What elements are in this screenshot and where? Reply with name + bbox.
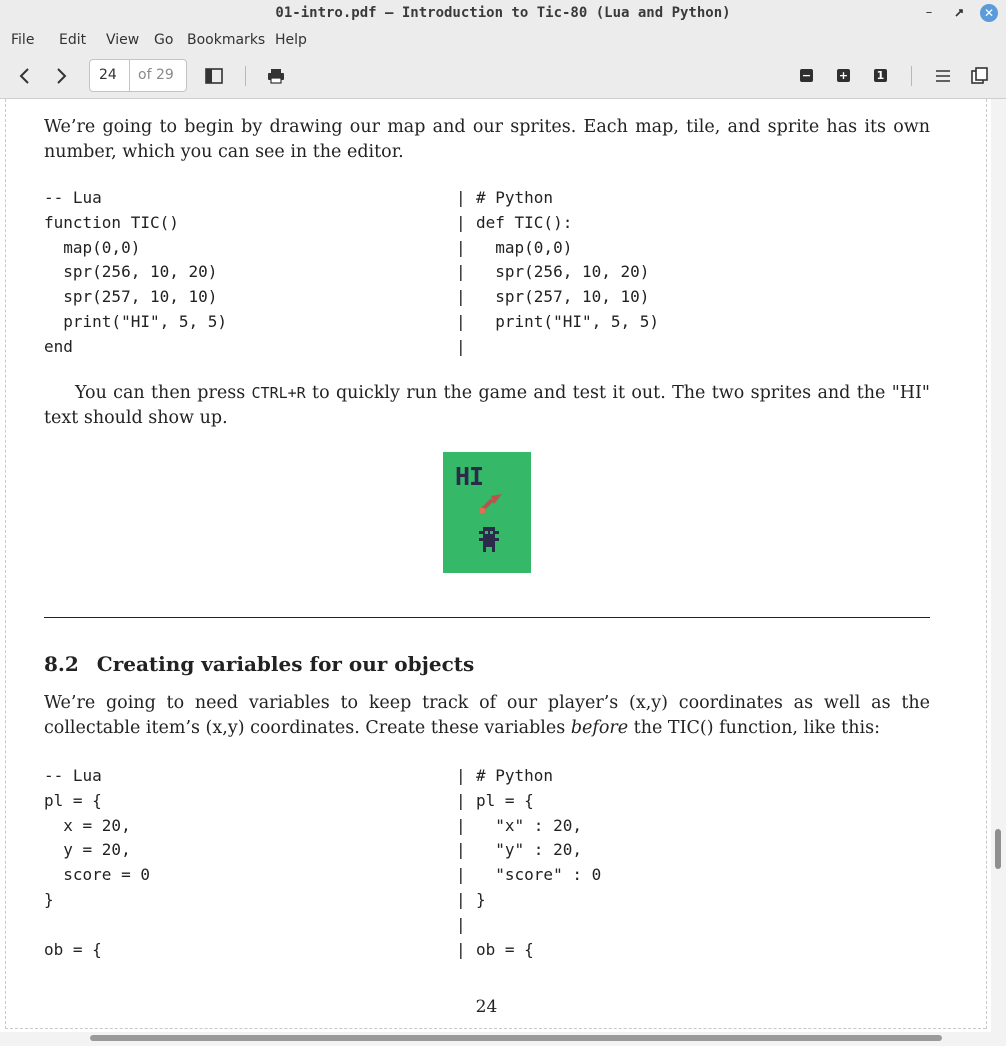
zoom-out-button[interactable] — [800, 69, 813, 82]
page-border — [5, 99, 6, 1029]
menu-file[interactable]: File — [11, 32, 35, 48]
paragraph-run — [44, 381, 930, 431]
close-icon: ✕ — [983, 6, 995, 20]
minimize-icon: – — [925, 5, 933, 20]
previous-page-button[interactable] — [18, 67, 32, 85]
sidebar-toggle-button[interactable] — [205, 68, 223, 84]
title-bar — [0, 0, 1006, 28]
sprite-player-icon — [478, 525, 500, 553]
page-number-input[interactable]: 24 — [90, 60, 130, 91]
plus-icon: + — [838, 69, 849, 82]
horizontal-scrollbar-thumb[interactable] — [90, 1035, 942, 1041]
paragraph-run-text: to quickly run the game and test it out. The two sprites and the "HI" text should show up. — [44, 383, 930, 428]
code-block-lua: -- Lua pl = { x = 20, y = 20, score = 0 } ob = { — [44, 766, 150, 959]
section-divider — [44, 617, 930, 618]
code-block-python: # Python def TIC(): map(0,0) spr(256, 10, 20) spr(257, 10, 10) print("HI", 5, 5) — [476, 188, 660, 331]
menu-go[interactable]: Go — [154, 32, 174, 48]
paragraph-variables-text: the TIC() function, like this: — [628, 718, 880, 738]
menu-help[interactable]: Help — [275, 32, 307, 48]
menu-view[interactable]: View — [106, 32, 140, 48]
menu-bar — [0, 28, 1006, 54]
vertical-scrollbar[interactable] — [991, 99, 1006, 1032]
menu-bookmarks[interactable]: Bookmarks — [187, 32, 266, 48]
document-view[interactable] — [0, 99, 991, 1032]
page-border — [5, 1028, 986, 1029]
continuous-view-button[interactable] — [935, 68, 951, 84]
restore-button[interactable] — [950, 4, 968, 22]
section-heading — [44, 652, 474, 676]
figure-game-screenshot — [443, 452, 531, 573]
paragraph-variables-text: We’re going to need variables to keep track of our player’s (x,y) coordinates as well as the collectable item’s (x,y) coordinates. Create these variables — [44, 693, 930, 738]
page-total-label: of 29 — [138, 67, 174, 83]
minus-icon: − — [801, 69, 812, 82]
emphasis-before: before — [570, 718, 629, 738]
code-block-lua: -- Lua function TIC() map(0,0) spr(256, 10, 20) spr(257, 10, 10) print("HI", 5, 5) end — [44, 188, 228, 356]
page-border — [986, 99, 987, 1029]
section-title: Creating variables for our objects — [96, 652, 475, 676]
minimize-button[interactable] — [920, 4, 938, 22]
page-footer-number: 24 — [475, 997, 498, 1017]
window-title: 01-intro.pdf — Introduction to Tic-80 (Lua and Python) — [275, 5, 731, 21]
figure-hi-text: HI — [455, 462, 484, 491]
restore-icon — [954, 8, 964, 18]
next-page-button[interactable] — [54, 67, 68, 85]
dual-page-button[interactable] — [971, 67, 989, 85]
zoom-in-button[interactable] — [837, 69, 850, 82]
horizontal-scrollbar[interactable] — [0, 1032, 1006, 1046]
menu-edit[interactable]: Edit — [59, 32, 87, 48]
page-indicator — [89, 59, 187, 92]
paragraph-intro: We’re going to begin by drawing our map and our sprites. Each map, tile, and sprite has its own number, which you can see in the editor. — [44, 117, 930, 162]
paragraph-run-text: You can then press — [75, 383, 252, 403]
code-block-divider: | | | | | | | | — [456, 766, 466, 959]
code-block-divider: | | | | | | | — [456, 188, 466, 356]
toolbar-separator — [245, 66, 246, 86]
paragraph-variables — [44, 691, 930, 741]
close-button[interactable] — [980, 4, 998, 22]
zoom-original-button[interactable] — [874, 69, 887, 82]
section-number: 8.2 — [44, 652, 79, 676]
inline-code-shortcut: CTRL+R — [251, 384, 306, 402]
print-button[interactable] — [267, 68, 285, 84]
sprite-item-icon — [478, 490, 506, 514]
code-block-python: # Python pl = { "x" : 20, "y" : 20, "score" : 0 } ob = { — [476, 766, 602, 959]
vertical-scrollbar-thumb[interactable] — [995, 829, 1001, 869]
zoom-original-label: 1 — [876, 69, 885, 82]
toolbar-separator — [911, 66, 912, 86]
